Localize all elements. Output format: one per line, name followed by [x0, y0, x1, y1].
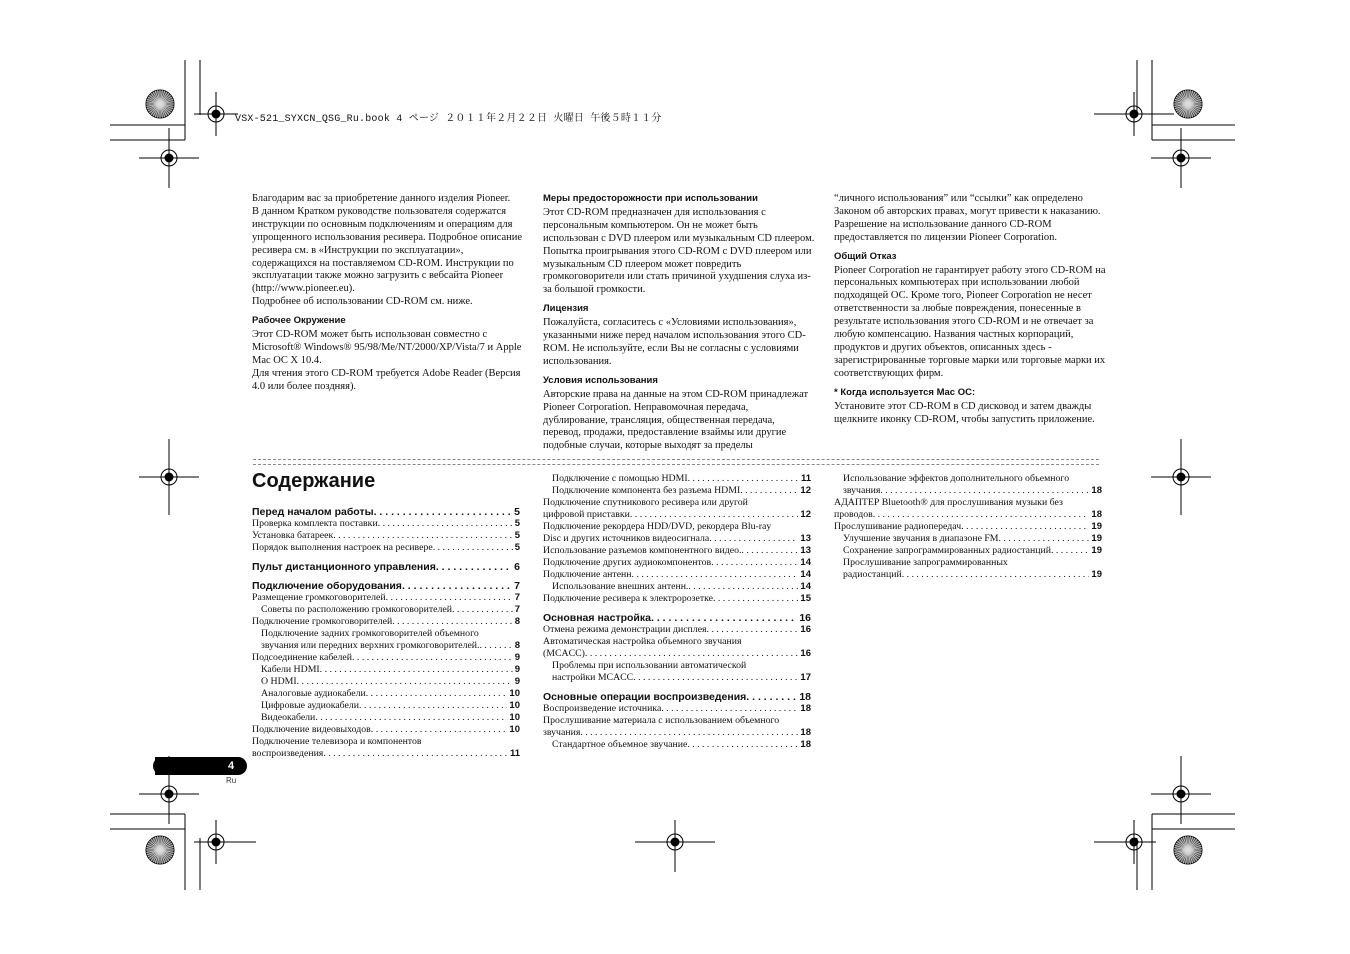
- toc-column-2: [543, 473, 811, 751]
- toc-column-3: [834, 473, 1102, 581]
- toc-entry[interactable]: [834, 521, 1102, 533]
- toc-leader-dots: [585, 648, 799, 660]
- toc-page-number: 5: [514, 542, 520, 553]
- toc-leader-dots: [366, 688, 508, 700]
- toc-entry[interactable]: [252, 676, 520, 688]
- toc-entry-line: Подключение спутникового ресивера или другой: [543, 497, 748, 508]
- toc-entry-title: Подключение громкоговорителей: [252, 616, 393, 627]
- toc-entry[interactable]: [252, 748, 520, 760]
- section-heading-mac: * Когда используется Mac OC:: [834, 386, 976, 398]
- toc-page-number: 15: [800, 593, 811, 604]
- toc-leader-dots: [386, 592, 513, 604]
- toc-page-number: 18: [800, 739, 811, 750]
- toc-page-number: 13: [800, 545, 811, 556]
- toc-leader-dots: [333, 530, 512, 542]
- toc-section[interactable]: [543, 612, 811, 624]
- toc-entry-title: Подсоединение кабелей: [252, 652, 353, 663]
- toc-entry-title: Порядок выполнения настроек на ресивере: [252, 542, 433, 553]
- toc-entry[interactable]: [543, 739, 811, 751]
- toc-page-number: 19: [1091, 569, 1102, 580]
- toc-entry[interactable]: [543, 727, 811, 739]
- toc-leader-dots: [436, 561, 512, 573]
- toc-entry[interactable]: [834, 533, 1102, 545]
- toc-page-number: 19: [1091, 545, 1102, 556]
- toc-entry-title: радиостанций: [843, 569, 902, 580]
- toc-leader-dots: [902, 569, 1090, 581]
- toc-entry[interactable]: [543, 485, 811, 497]
- toc-entry[interactable]: [543, 557, 811, 569]
- print-file-header: VSX-521_SYXCN_QSG_Ru.book 4 ページ ２０１１年２月２２日 火曜日 午後５時１１分: [235, 114, 662, 125]
- toc-page-number: 14: [800, 581, 811, 592]
- toc-entry[interactable]: [252, 712, 520, 724]
- toc-leader-dots: [374, 506, 513, 518]
- environment-paragraph: Этот CD-ROM может быть использован совместно с Microsoft® Windows® 95/98/Me/NT/2000/XP/Vista/7 и Apple Mac OC X 10.4.: [252, 329, 522, 366]
- toc-entry-title: Размещение громкоговорителей: [252, 592, 386, 603]
- toc-entry-title: Советы по расположению громкоговорителей: [261, 604, 453, 615]
- section-heading-environment: Рабочее Окружение: [252, 315, 346, 327]
- toc-leader-dots: [315, 712, 507, 724]
- toc-entry[interactable]: [252, 724, 520, 736]
- toc-page-number: 18: [1091, 485, 1102, 496]
- toc-entry[interactable]: [252, 518, 520, 530]
- toc-page-number: 19: [1091, 521, 1102, 532]
- toc-entry[interactable]: [543, 672, 811, 684]
- toc-section[interactable]: [252, 561, 520, 573]
- toc-page-number: 16: [800, 624, 811, 635]
- toc-entry-title: Disc и других источников видеосигнала: [543, 533, 710, 544]
- toc-page-number: 17: [800, 672, 811, 683]
- toc-entry-title: воспроизведения: [252, 748, 324, 759]
- toc-page-number: 5: [514, 530, 520, 541]
- toc-entry[interactable]: [252, 604, 520, 616]
- toc-entry-title: звучания: [543, 727, 581, 738]
- toc-entry-line: Подключение задних громкоговорителей объемного: [261, 628, 479, 639]
- toc-entry[interactable]: [252, 542, 520, 554]
- toc-entry[interactable]: [543, 593, 811, 605]
- toc-leader-dots: [378, 518, 513, 530]
- toc-leader-dots: [633, 672, 798, 684]
- section-heading-terms: Условия использования: [543, 374, 658, 386]
- toc-leader-dots: [999, 533, 1090, 545]
- toc-section[interactable]: [543, 691, 811, 703]
- toc-entry-title: звучания: [843, 485, 881, 496]
- section-divider: [253, 459, 1099, 465]
- toc-leader-dots: [741, 545, 798, 557]
- toc-leader-dots: [873, 509, 1090, 521]
- toc-entry-title: Видеокабели: [261, 712, 316, 723]
- right-column: [834, 193, 1106, 426]
- toc-entry[interactable]: [252, 592, 520, 604]
- toc-entry-title: Отмена режима демонстрации дисплея: [543, 624, 707, 635]
- toc-entry-title: Улучшение звучания в диапазоне FM: [843, 533, 999, 544]
- toc-leader-dots: [688, 581, 798, 593]
- section-heading-disclaimer: Общий Отказ: [834, 250, 897, 262]
- toc-leader-dots: [352, 652, 513, 664]
- terms-continued-paragraph: “личного использования” или “ссылки” как определено Законом об авторских правах, могут привести к наказанию. Разрешение на использование данного CD-ROM предоставляется по лицензии Pioneer Corporation.: [834, 193, 1101, 243]
- toc-entry-title: Перед началом работы: [252, 506, 374, 518]
- intro-paragraph: Благодарим вас за приобретение данного изделия Pioneer.: [252, 193, 511, 204]
- toc-page-number: 14: [800, 557, 811, 568]
- toc-page-number: 14: [800, 569, 811, 580]
- section-heading-license: Лицензия: [543, 303, 589, 315]
- toc-entry[interactable]: [252, 640, 520, 652]
- toc-leader-dots: [661, 703, 798, 715]
- toc-page-number: 12: [800, 485, 811, 496]
- toc-entry[interactable]: [543, 569, 811, 581]
- toc-leader-dots: [688, 473, 799, 485]
- toc-leader-dots: [711, 557, 798, 569]
- language-code: Ru: [226, 776, 237, 785]
- toc-leader-dots: [320, 664, 513, 676]
- toc-page-number: 16: [800, 648, 811, 659]
- toc-entry-line: АДАПТЕР Bluetooth® для прослушивания музыки без: [834, 497, 1063, 508]
- toc-page-number: 18: [800, 727, 811, 738]
- toc-entry-title: Подключение с помощью HDMI: [552, 473, 688, 484]
- toc-entry-line: Подключение телевизора и компонентов: [252, 736, 422, 747]
- toc-entry-title: цифровой приставки: [543, 509, 630, 520]
- toc-entry-title: Основные операции воспроизведения: [543, 691, 747, 703]
- toc-leader-dots: [480, 640, 513, 652]
- toc-entry-title: Проверка комплекта поставки: [252, 518, 378, 529]
- toc-entry[interactable]: [543, 648, 811, 660]
- toc-entry[interactable]: [543, 581, 811, 593]
- toc-page-number: 18: [1091, 509, 1102, 520]
- toc-entry[interactable]: [834, 509, 1102, 521]
- toc-entry-title: Подключение ресивера к электророзетке: [543, 593, 713, 604]
- toc-entry-title: проводов: [834, 509, 873, 520]
- toc-entry-title: Кабели HDMI: [261, 664, 320, 675]
- toc-title: Содержание: [252, 470, 376, 492]
- toc-page-number: 9: [514, 676, 520, 687]
- toc-entry-title: Основная настройка: [543, 612, 651, 624]
- toc-entry-title: звучания или передних верхних громкоговорителей.: [261, 640, 480, 651]
- toc-page-number: 9: [514, 664, 520, 675]
- toc-entry-title: Подключение компонента без разъема HDMI: [552, 485, 741, 496]
- toc-entry-title: Подключение антенн: [543, 569, 632, 580]
- section-heading-precautions: Меры предосторожности при использовании: [543, 193, 758, 204]
- environment-paragraph: Для чтения этого CD-ROM требуется Adobe Reader (Версия 4.0 или более поздняя).: [252, 367, 521, 392]
- toc-leader-dots: [359, 700, 507, 712]
- toc-entry-title: Прослушивание радиопередач: [834, 521, 962, 532]
- toc-leader-dots: [433, 542, 513, 554]
- toc-leader-dots: [632, 569, 799, 581]
- toc-page-number: 18: [800, 703, 811, 714]
- toc-page-number: 19: [1091, 533, 1102, 544]
- toc-entry-line: Использование эффектов дополнительного объемного: [843, 473, 1070, 484]
- toc-entry[interactable]: [543, 545, 811, 557]
- toc-section[interactable]: [252, 506, 520, 518]
- toc-entry-line: Подключение рекордера HDD/DVD, рекордера Blu-ray: [543, 521, 772, 532]
- toc-leader-dots: [651, 612, 797, 624]
- toc-entry-line: Автоматическая настройка объемного звучания: [543, 636, 742, 647]
- toc-section[interactable]: [252, 580, 520, 592]
- toc-entry[interactable]: [252, 530, 520, 542]
- toc-entry-title: Сохранение запрограммированных радиостанций: [843, 545, 1051, 556]
- toc-entry-title: Использование внешних антенн.: [552, 581, 689, 592]
- toc-page-number: 11: [800, 473, 811, 484]
- toc-leader-dots: [402, 580, 512, 592]
- toc-page-number: 8: [514, 640, 520, 651]
- toc-entry[interactable]: [834, 485, 1102, 497]
- toc-page-number: 12: [800, 509, 811, 520]
- toc-page-number: 8: [514, 616, 520, 627]
- toc-page-number: 6: [514, 561, 520, 573]
- toc-entry-title: Цифровые аудиокабели: [261, 700, 360, 711]
- toc-entry-line: Прослушивание запрограммированных: [843, 557, 1008, 568]
- intro-paragraph: Подробнее об использовании CD-ROM см. ниже.: [252, 296, 473, 308]
- toc-page-number: 16: [799, 612, 811, 624]
- toc-page-number: 5: [514, 518, 520, 529]
- toc-entry-line: Прослушивание материала с использованием объемного: [543, 715, 780, 726]
- toc-entry-title: Пульт дистанционного управления: [252, 561, 436, 573]
- license-paragraph: Пожалуйста, согласитесь с «Условиями использования», указанными ниже перед началом использования этого CD-ROM. Не используйте, если Вы не согласны с условиями использования.: [543, 317, 806, 367]
- toc-entry[interactable]: [834, 569, 1102, 581]
- intro-column: [252, 193, 524, 394]
- toc-page-number: 13: [800, 533, 811, 544]
- toc-leader-dots: [713, 593, 798, 605]
- toc-entry[interactable]: [543, 703, 811, 715]
- toc-leader-dots: [746, 691, 797, 703]
- toc-page-number: 5: [514, 506, 520, 518]
- toc-leader-dots: [687, 739, 798, 751]
- toc-entry-title: настройки MCACC: [552, 672, 634, 683]
- toc-page-number: 7: [514, 580, 520, 592]
- toc-entry-title: (MCACC): [543, 648, 585, 659]
- toc-page-number: 10: [509, 712, 520, 723]
- toc-leader-dots: [707, 624, 799, 636]
- toc-leader-dots: [1051, 545, 1089, 557]
- toc-entry-title: Подключение оборудования: [252, 580, 402, 592]
- toc-entry-title: О HDMI: [261, 676, 297, 687]
- toc-entry-title: Подключение видеовыходов: [252, 724, 371, 735]
- mac-paragraph: Установите этот CD-ROM в CD дисковод и затем дважды щелкните иконку CD-ROM, чтобы запустить приложение.: [834, 400, 1095, 425]
- toc-column-1: [252, 506, 520, 760]
- toc-page-number: 10: [509, 688, 520, 699]
- toc-entry-title: Воспроизведение источника: [543, 703, 662, 714]
- toc-leader-dots: [371, 724, 508, 736]
- middle-column: [543, 193, 815, 453]
- intro-paragraph: В данном Кратком руководстве пользователя содержатся инструкции по основным подключениям и операциям для упрощенного использования ресивера. Подробное описание ресивера см. в «Инструкции по эксплуатации», содержащихся на поставляемом CD-ROM. Инструкции по эксплуатации также можно загрузить с вебсайта Pioneer (http://www.pioneer.eu).: [252, 205, 523, 295]
- toc-leader-dots: [452, 604, 513, 616]
- page-number: 4: [227, 760, 235, 772]
- toc-entry-title: Стандартное объемное звучание: [552, 739, 688, 750]
- precautions-paragraph: Этот CD-ROM предназначен для использования с персональным компьютером. Он не может быть использован с DVD плеером или музыкальным CD плеером. Попытка проигрывания этого CD-ROM с DVD плеером или музыкальным CD плеером может повредить громкоговорители или стать причиной ухудшения слуха из-за большой громкости.: [543, 206, 815, 296]
- toc-leader-dots: [580, 727, 798, 739]
- toc-entry[interactable]: [543, 624, 811, 636]
- toc-entry-title: Аналоговые аудиокабели: [261, 688, 366, 699]
- toc-page-number: 10: [509, 700, 520, 711]
- toc-entry[interactable]: [252, 688, 520, 700]
- toc-entry[interactable]: [834, 545, 1102, 557]
- toc-entry-title: Использование разъемов компонентного видео.: [543, 545, 742, 556]
- toc-page-number: 18: [799, 691, 811, 703]
- toc-entry[interactable]: [252, 652, 520, 664]
- toc-leader-dots: [323, 748, 508, 760]
- toc-entry[interactable]: [543, 533, 811, 545]
- disclaimer-paragraph: Pioneer Corporation не гарантирует работу этого CD-ROM на персональных компьютерах при использовании любой подходящей ОС. Кроме того, Pioneer Corporation не несет ответственности за любые повреждения, понесенные в результате использования этого CD-ROM и не отвечает за любую компенсацию. Названия частных корпораций, продуктов и других объектов, описанных здесь - зарегистрированные торговые марки или торговые марки их соответствующих фирм.: [834, 264, 1106, 379]
- toc-leader-dots: [392, 616, 513, 628]
- toc-page-number: 7: [514, 592, 520, 603]
- toc-entry[interactable]: [543, 473, 811, 485]
- toc-entry-title: Подключение других аудиокомпонентов: [543, 557, 712, 568]
- toc-leader-dots: [740, 485, 798, 497]
- toc-page-number: 7: [514, 604, 520, 615]
- toc-page-number: 10: [509, 724, 520, 735]
- toc-entry[interactable]: [252, 616, 520, 628]
- toc-leader-dots: [880, 485, 1089, 497]
- toc-page-number: 11: [509, 748, 520, 759]
- toc-leader-dots: [297, 676, 513, 688]
- toc-entry[interactable]: [252, 700, 520, 712]
- toc-entry-title: Установка батареек: [252, 530, 334, 541]
- toc-entry[interactable]: [543, 509, 811, 521]
- toc-entry[interactable]: [252, 664, 520, 676]
- toc-leader-dots: [961, 521, 1089, 533]
- toc-leader-dots: [630, 509, 799, 521]
- toc-entry-line: Проблемы при использовании автоматической: [552, 660, 747, 671]
- toc-page-number: 9: [514, 652, 520, 663]
- toc-leader-dots: [709, 533, 798, 545]
- terms-paragraph: Авторские права на данные на этом CD-ROM принадлежат Pioneer Corporation. Неправомочная передача, дублирование, трансляция, общественная передача, перевод, продажи, предоставление взаймы или другие подобные случаи, которые выходят за пределы: [543, 388, 809, 452]
